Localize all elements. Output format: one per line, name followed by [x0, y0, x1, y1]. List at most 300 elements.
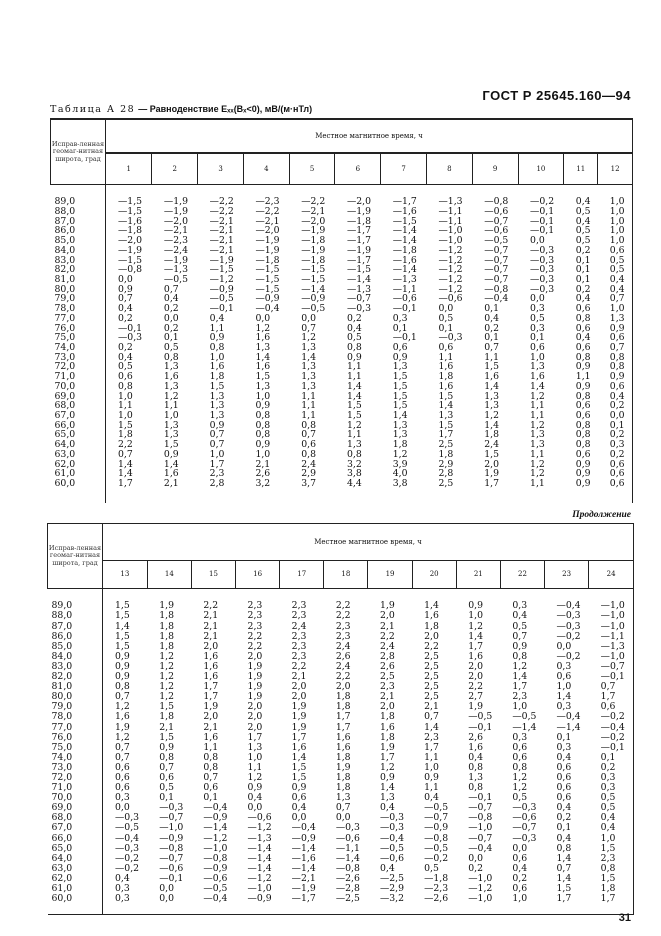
value-cell: 1,4 [424, 600, 439, 612]
value-cell: 0,7 [209, 429, 225, 441]
value-cell: 1,5 [346, 410, 362, 422]
value-cell: —1,3 [589, 641, 634, 651]
value-cell: 1,1 [209, 322, 225, 334]
value-cell: 1,2 [115, 731, 130, 743]
value-cell: 0,5 [575, 225, 591, 237]
value-cell: —0,4 [203, 802, 228, 814]
value-cell: 2,3 [335, 630, 351, 642]
value-cell: —1,2 [247, 872, 272, 884]
value-cell: —0,4 [115, 832, 140, 844]
value-cell: 1,3 [346, 439, 362, 451]
value-cell: —0,9 [291, 832, 316, 844]
value-cell: 0,5 [530, 312, 545, 324]
value-cell: 0,9 [575, 478, 591, 490]
value-cell: 1,0 [247, 751, 263, 763]
value-cell: 2,1 [203, 721, 219, 733]
value-cell: 1,9 [247, 671, 263, 683]
value-cell: 2,3 [512, 691, 528, 703]
value-cell: 1,4 [118, 468, 133, 480]
value-cell: 1,0 [209, 351, 225, 363]
value-cell: 1,1 [438, 351, 454, 363]
value-cell: 0,5 [512, 792, 528, 804]
value-cell: 1,1 [301, 390, 316, 402]
value-cell: 1,2 [159, 681, 175, 693]
value-cell: 2,2 [379, 630, 395, 642]
value-cell: 1,0 [255, 390, 271, 402]
value-cell: —0,4 [255, 303, 280, 315]
value-cell: —0,1 [468, 792, 493, 804]
value-cell: 0,7 [118, 448, 133, 460]
value-cell: 2,2 [203, 600, 219, 612]
value-cell: —0,5 [468, 711, 493, 723]
value-cell: 0,1 [530, 332, 545, 344]
value-cell: 2,3 [247, 610, 263, 622]
value-cell: 0,4 [575, 332, 591, 344]
value-cell: 0,3 [115, 893, 130, 905]
value-cell: —0,8 [335, 862, 360, 874]
value-cell: 0,6 [438, 341, 454, 353]
table-row [51, 382, 633, 392]
value-cell: —0,8 [159, 842, 184, 854]
hour-header: 6 [335, 153, 381, 185]
value-cell: 1,5 [392, 390, 408, 402]
value-cell: 1,7 [335, 711, 351, 723]
value-cell: 2,1 [291, 671, 307, 683]
value-cell: —0,6 [484, 225, 509, 237]
value-cell: 1,3 [163, 419, 179, 431]
value-cell: 1,6 [438, 380, 454, 392]
value-cell: 0,5 [575, 205, 591, 217]
value-cell: 0,9 [209, 419, 225, 431]
value-cell: —0,8 [118, 264, 143, 276]
value-cell: —0,7 [484, 215, 509, 227]
value-cell: 2,6 [379, 660, 395, 672]
value-cell: —0,3 [379, 822, 405, 834]
value-cell: 1,4 [438, 400, 454, 412]
latitude-cell: 84,0 [51, 246, 106, 256]
value-cell: —1,4 [556, 721, 581, 733]
latitude-cell: 87,0 [48, 621, 103, 631]
value-cell: —0,1 [118, 322, 143, 334]
value-cell: 0,5 [438, 312, 454, 324]
latitude-cell: 73,0 [51, 353, 106, 363]
value-cell: —1,9 [291, 883, 316, 895]
value-cell: 0,1 [203, 792, 219, 804]
value-cell: 1,9 [291, 711, 307, 723]
value-cell: 2,3 [291, 650, 307, 662]
latitude-cell: 86,0 [48, 631, 103, 641]
latitude-cell: 63,0 [48, 863, 103, 873]
value-cell: —2,0 [301, 215, 326, 227]
value-cell: 1,5 [163, 439, 179, 451]
hour-header: 15 [191, 561, 235, 589]
value-cell: 2,2 [247, 640, 263, 652]
latitude-cell: 86,0 [51, 226, 106, 236]
value-cell: —0,8 [484, 196, 509, 208]
value-cell: 1,1 [301, 410, 316, 422]
value-cell: 2,0 [379, 610, 395, 622]
latitude-cell: 82,0 [48, 672, 103, 682]
value-cell: 0,4 [468, 751, 484, 763]
value-cell: 1,1 [424, 782, 439, 794]
value-cell: —0,5 [512, 711, 537, 723]
value-cell: —1,6 [392, 205, 417, 217]
latitude-cell: 63,0 [51, 450, 106, 460]
table-caption [50, 104, 312, 115]
value-cell: —2,3 [163, 235, 188, 247]
value-cell: 0,6 [512, 883, 528, 895]
hour-header: 18 [324, 561, 368, 589]
value-cell: 2,0 [203, 640, 219, 652]
value-cell: 0,2 [484, 322, 500, 334]
hour-header-row [48, 561, 634, 589]
value-cell: 1,3 [301, 371, 316, 383]
value-cell: 1,3 [530, 439, 545, 451]
value-cell: 1,0 [424, 761, 439, 773]
value-cell: 1,5 [346, 400, 362, 412]
value-cell: 0,8 [468, 761, 484, 773]
value-cell: 1,0 [556, 681, 572, 693]
value-cell: 2,6 [255, 468, 271, 480]
value-cell: 0,8 [589, 863, 634, 873]
value-cell: —1,1 [589, 631, 634, 641]
value-cell: 0,1 [589, 752, 634, 762]
value-cell: 1,1 [163, 400, 179, 412]
value-cell: 0,5 [589, 793, 634, 803]
value-cell: 1,0 [598, 304, 633, 314]
value-cell: 0,3 [115, 883, 130, 895]
value-cell: 0,6 [556, 782, 572, 794]
value-cell: 1,4 [424, 721, 439, 733]
value-cell: 2,8 [438, 468, 454, 480]
table-row [48, 589, 634, 612]
hour-header: 11 [564, 153, 598, 185]
value-cell: —0,3 [530, 264, 555, 276]
value-cell: —1,0 [589, 651, 634, 661]
value-cell: —0,3 [438, 332, 463, 344]
value-cell: 2,3 [291, 600, 307, 612]
value-cell: 1,6 [468, 650, 484, 662]
value-cell: 1,7 [291, 731, 307, 743]
value-cell: 1,6 [438, 361, 454, 373]
value-cell: 1,3 [468, 771, 484, 783]
value-cell: 1,4 [346, 380, 362, 392]
value-cell: 0,4 [512, 610, 528, 622]
value-cell: 0,4 [589, 823, 634, 833]
value-cell: —0,4 [484, 293, 509, 305]
value-cell: 0,3 [556, 701, 572, 713]
latitude-cell: 61,0 [51, 469, 106, 479]
value-cell: —0,3 [512, 802, 537, 814]
hour-header: 16 [236, 561, 280, 589]
value-cell: —1,7 [346, 235, 372, 247]
value-cell: 1,6 [335, 731, 351, 743]
value-cell: —1,3 [346, 283, 372, 295]
value-cell: 1,2 [159, 660, 175, 672]
value-cell: 0,9 [575, 361, 591, 373]
value-cell: 0,2 [163, 322, 179, 334]
value-cell: —0,8 [468, 812, 493, 824]
value-cell: —0,9 [203, 812, 228, 824]
latitude-cell: 83,0 [51, 255, 106, 265]
value-cell: 0,4 [379, 802, 395, 814]
value-cell: 0,1 [159, 792, 175, 804]
latitude-cell: 64,0 [51, 440, 106, 450]
value-cell: 0,2 [512, 872, 528, 884]
value-cell: 0,5 [589, 803, 634, 813]
value-cell: 2,3 [379, 681, 395, 693]
table-row [48, 894, 634, 904]
value-cell: 2,3 [247, 600, 263, 612]
value-cell: 1,2 [163, 390, 179, 402]
value-cell: 0,1 [575, 264, 591, 276]
value-cell: 1,9 [247, 681, 263, 693]
value-cell: 1,1 [346, 371, 362, 383]
value-cell: 1,9 [115, 721, 130, 733]
value-cell: 0,5 [598, 265, 633, 275]
value-cell: 1,5 [159, 701, 175, 713]
value-cell: 0,6 [556, 771, 572, 783]
value-cell: 1,9 [203, 701, 219, 713]
table-number: Таблица А 28 [50, 104, 136, 115]
value-cell: 2,2 [118, 439, 133, 451]
value-cell: 1,3 [438, 410, 454, 422]
value-cell: —0,2 [115, 852, 140, 864]
value-cell: —1,8 [424, 872, 449, 884]
value-cell: 1,3 [392, 429, 408, 441]
value-cell: —2,0 [346, 196, 372, 208]
value-cell: 0,6 [598, 459, 633, 469]
value-cell: —0,4 [203, 893, 228, 905]
value-cell: —1,3 [438, 196, 463, 208]
hour-header: 10 [518, 153, 564, 185]
value-cell: —1,4 [392, 264, 417, 276]
value-cell: —0,2 [115, 862, 140, 874]
value-cell: —1,4 [335, 852, 360, 864]
value-cell: —1,3 [247, 832, 272, 844]
value-cell: —0,1 [530, 215, 555, 227]
value-cell: 1,3 [301, 361, 316, 373]
value-cell: —1,9 [346, 244, 372, 256]
value-cell: —0,6 [512, 812, 537, 824]
hour-header: 2 [152, 153, 198, 185]
value-cell: —0,5 [115, 822, 140, 834]
value-cell: 1,1 [530, 410, 545, 422]
value-cell: 0,0 [115, 802, 130, 814]
latitude-cell: 71,0 [51, 372, 106, 382]
value-cell: —2,9 [379, 883, 405, 895]
hour-header: 1 [106, 153, 152, 185]
value-cell: 1,5 [115, 630, 130, 642]
value-cell: 2,4 [335, 640, 351, 652]
value-cell: 0,8 [598, 353, 633, 363]
value-cell: 0,9 [291, 782, 307, 794]
value-cell: 0,4 [247, 792, 263, 804]
value-cell: 1,7 [335, 721, 351, 733]
value-cell: —2,1 [209, 244, 234, 256]
value-cell: 1,9 [159, 600, 175, 612]
value-cell: 1,1 [424, 751, 439, 763]
latitude-cell: 88,0 [48, 611, 103, 621]
value-cell: 0,8 [255, 419, 271, 431]
value-cell: 0,4 [346, 322, 362, 334]
value-cell: —0,7 [589, 662, 634, 672]
value-cell: 1,7 [424, 741, 439, 753]
value-cell: 0,0 [163, 312, 179, 324]
value-cell: 0,9 [115, 660, 130, 672]
value-cell: 1,4 [530, 380, 545, 392]
value-cell: 0,2 [118, 341, 133, 353]
value-cell: 2,1 [379, 691, 395, 703]
value-cell: —1,4 [346, 273, 372, 285]
value-cell: 1,4 [484, 380, 500, 392]
value-cell: —0,3 [530, 273, 555, 285]
value-cell: 1,6 [203, 671, 219, 683]
value-cell: 2,8 [209, 478, 225, 490]
value-cell: 2,5 [424, 671, 439, 683]
value-cell: —2,5 [335, 893, 360, 905]
value-cell: 1,8 [159, 620, 175, 632]
latitude-cell: 80,0 [48, 692, 103, 702]
value-cell: 0,8 [203, 761, 219, 773]
value-cell: —1,2 [468, 883, 493, 895]
value-cell: 1,2 [484, 410, 500, 422]
value-cell: 0,4 [512, 862, 528, 874]
value-cell: 1,8 [335, 771, 351, 783]
value-cell: 0,7 [203, 771, 219, 783]
value-cell: 1,2 [379, 761, 395, 773]
value-cell: 1,4 [484, 419, 500, 431]
table-row [48, 712, 634, 722]
latitude-cell: 74,0 [51, 343, 106, 353]
value-cell: —0,5 [203, 883, 228, 895]
hour-header: 13 [103, 561, 148, 589]
value-cell: 0,9 [115, 650, 130, 662]
value-cell: —0,2 [589, 712, 634, 722]
value-cell: —1,0 [589, 589, 634, 612]
value-cell: 0,7 [209, 439, 225, 451]
value-cell: —2,2 [209, 205, 234, 217]
value-cell: 1,8 [335, 701, 351, 713]
value-cell: —2,5 [379, 872, 405, 884]
value-cell: 0,7 [598, 343, 633, 353]
value-cell: 1,4 [163, 458, 179, 470]
latitude-header: Исправ-ленная геомаг-нитная широта, град [48, 524, 103, 589]
table-row [51, 411, 633, 421]
value-cell: 2,4 [301, 458, 316, 470]
value-cell: 0,4 [556, 751, 572, 763]
value-cell: 0,8 [575, 439, 591, 451]
value-cell: 2,3 [291, 630, 307, 642]
value-cell: 1,7 [118, 478, 133, 490]
value-cell: 0,9 [598, 372, 633, 382]
latitude-cell: 77,0 [48, 722, 103, 732]
value-cell: 1,0 [530, 351, 545, 363]
value-cell: 1,0 [598, 226, 633, 236]
value-cell: 1,2 [530, 390, 545, 402]
value-cell: 0,4 [484, 312, 500, 324]
value-cell: —1,2 [209, 273, 234, 285]
value-cell: —1,8 [392, 244, 417, 256]
value-cell: —0,4 [556, 600, 581, 612]
value-cell: —1,8 [118, 225, 143, 237]
value-cell: 0,7 [556, 862, 572, 874]
value-cell: 0,3 [556, 660, 572, 672]
value-cell: —1,8 [301, 235, 326, 247]
value-cell: 0,3 [512, 600, 528, 612]
value-cell: 2,0 [247, 650, 263, 662]
value-cell: 0,3 [598, 440, 633, 450]
value-cell: 0,0 [468, 852, 484, 864]
value-cell: —1,0 [247, 883, 272, 895]
table-row [51, 314, 633, 324]
value-cell: 1,3 [484, 390, 500, 402]
value-cell: 1,6 [163, 468, 179, 480]
value-cell: 2,4 [379, 640, 395, 652]
value-cell: 1,3 [163, 429, 179, 441]
value-cell: —1,4 [203, 822, 228, 834]
value-cell: —0,5 [424, 842, 449, 854]
value-cell: 0,6 [598, 479, 633, 489]
value-cell: 1,3 [209, 390, 225, 402]
value-cell: 1,4 [379, 782, 395, 794]
value-cell: —0,9 [255, 293, 280, 305]
value-cell: 1,5 [255, 371, 271, 383]
value-cell: —0,5 [163, 273, 188, 285]
value-cell: 0,4 [575, 196, 591, 208]
table-row [48, 732, 634, 742]
value-cell: —0,3 [346, 303, 372, 315]
value-cell: —0,9 [159, 832, 184, 844]
value-cell: 2,0 [484, 458, 500, 470]
value-cell: 2,1 [379, 620, 395, 632]
value-cell: —1,1 [438, 205, 463, 217]
table-row [51, 275, 633, 285]
value-cell: 2,0 [335, 681, 351, 693]
value-cell: 2,7 [468, 691, 484, 703]
value-cell: 1,6 [255, 332, 271, 344]
value-cell: 1,6 [291, 741, 307, 753]
value-cell: 1,0 [512, 701, 528, 713]
value-cell: 0,7 [335, 802, 351, 814]
hour-header: 21 [456, 561, 500, 589]
value-cell: 1,1 [118, 400, 133, 412]
value-cell: 0,6 [598, 246, 633, 256]
value-cell: 0,3 [115, 792, 130, 804]
latitude-cell: 70,0 [51, 382, 106, 392]
value-cell: —0,3 [556, 610, 581, 622]
value-cell: 1,5 [438, 390, 454, 402]
value-cell: 0,6 [301, 439, 316, 451]
value-cell: 2,0 [247, 711, 263, 723]
value-cell: 1,5 [589, 843, 634, 853]
latitude-cell: 61,0 [48, 884, 103, 894]
value-cell: —2,1 [255, 215, 280, 227]
value-cell: —1,9 [163, 254, 188, 266]
value-cell: —2,0 [163, 215, 188, 227]
value-cell: —0,1 [589, 672, 634, 682]
value-cell: 0,8 [512, 761, 528, 773]
value-cell: —0,2 [556, 630, 581, 642]
table-row [51, 479, 633, 489]
time-header: Местное магнитное время, ч [106, 119, 633, 153]
value-cell: —0,4 [468, 842, 493, 854]
table-row [51, 440, 633, 450]
value-cell: 0,7 [163, 283, 179, 295]
value-cell: 1,5 [556, 883, 572, 895]
value-cell: 0,5 [163, 341, 179, 353]
value-cell: 0,9 [575, 380, 591, 392]
